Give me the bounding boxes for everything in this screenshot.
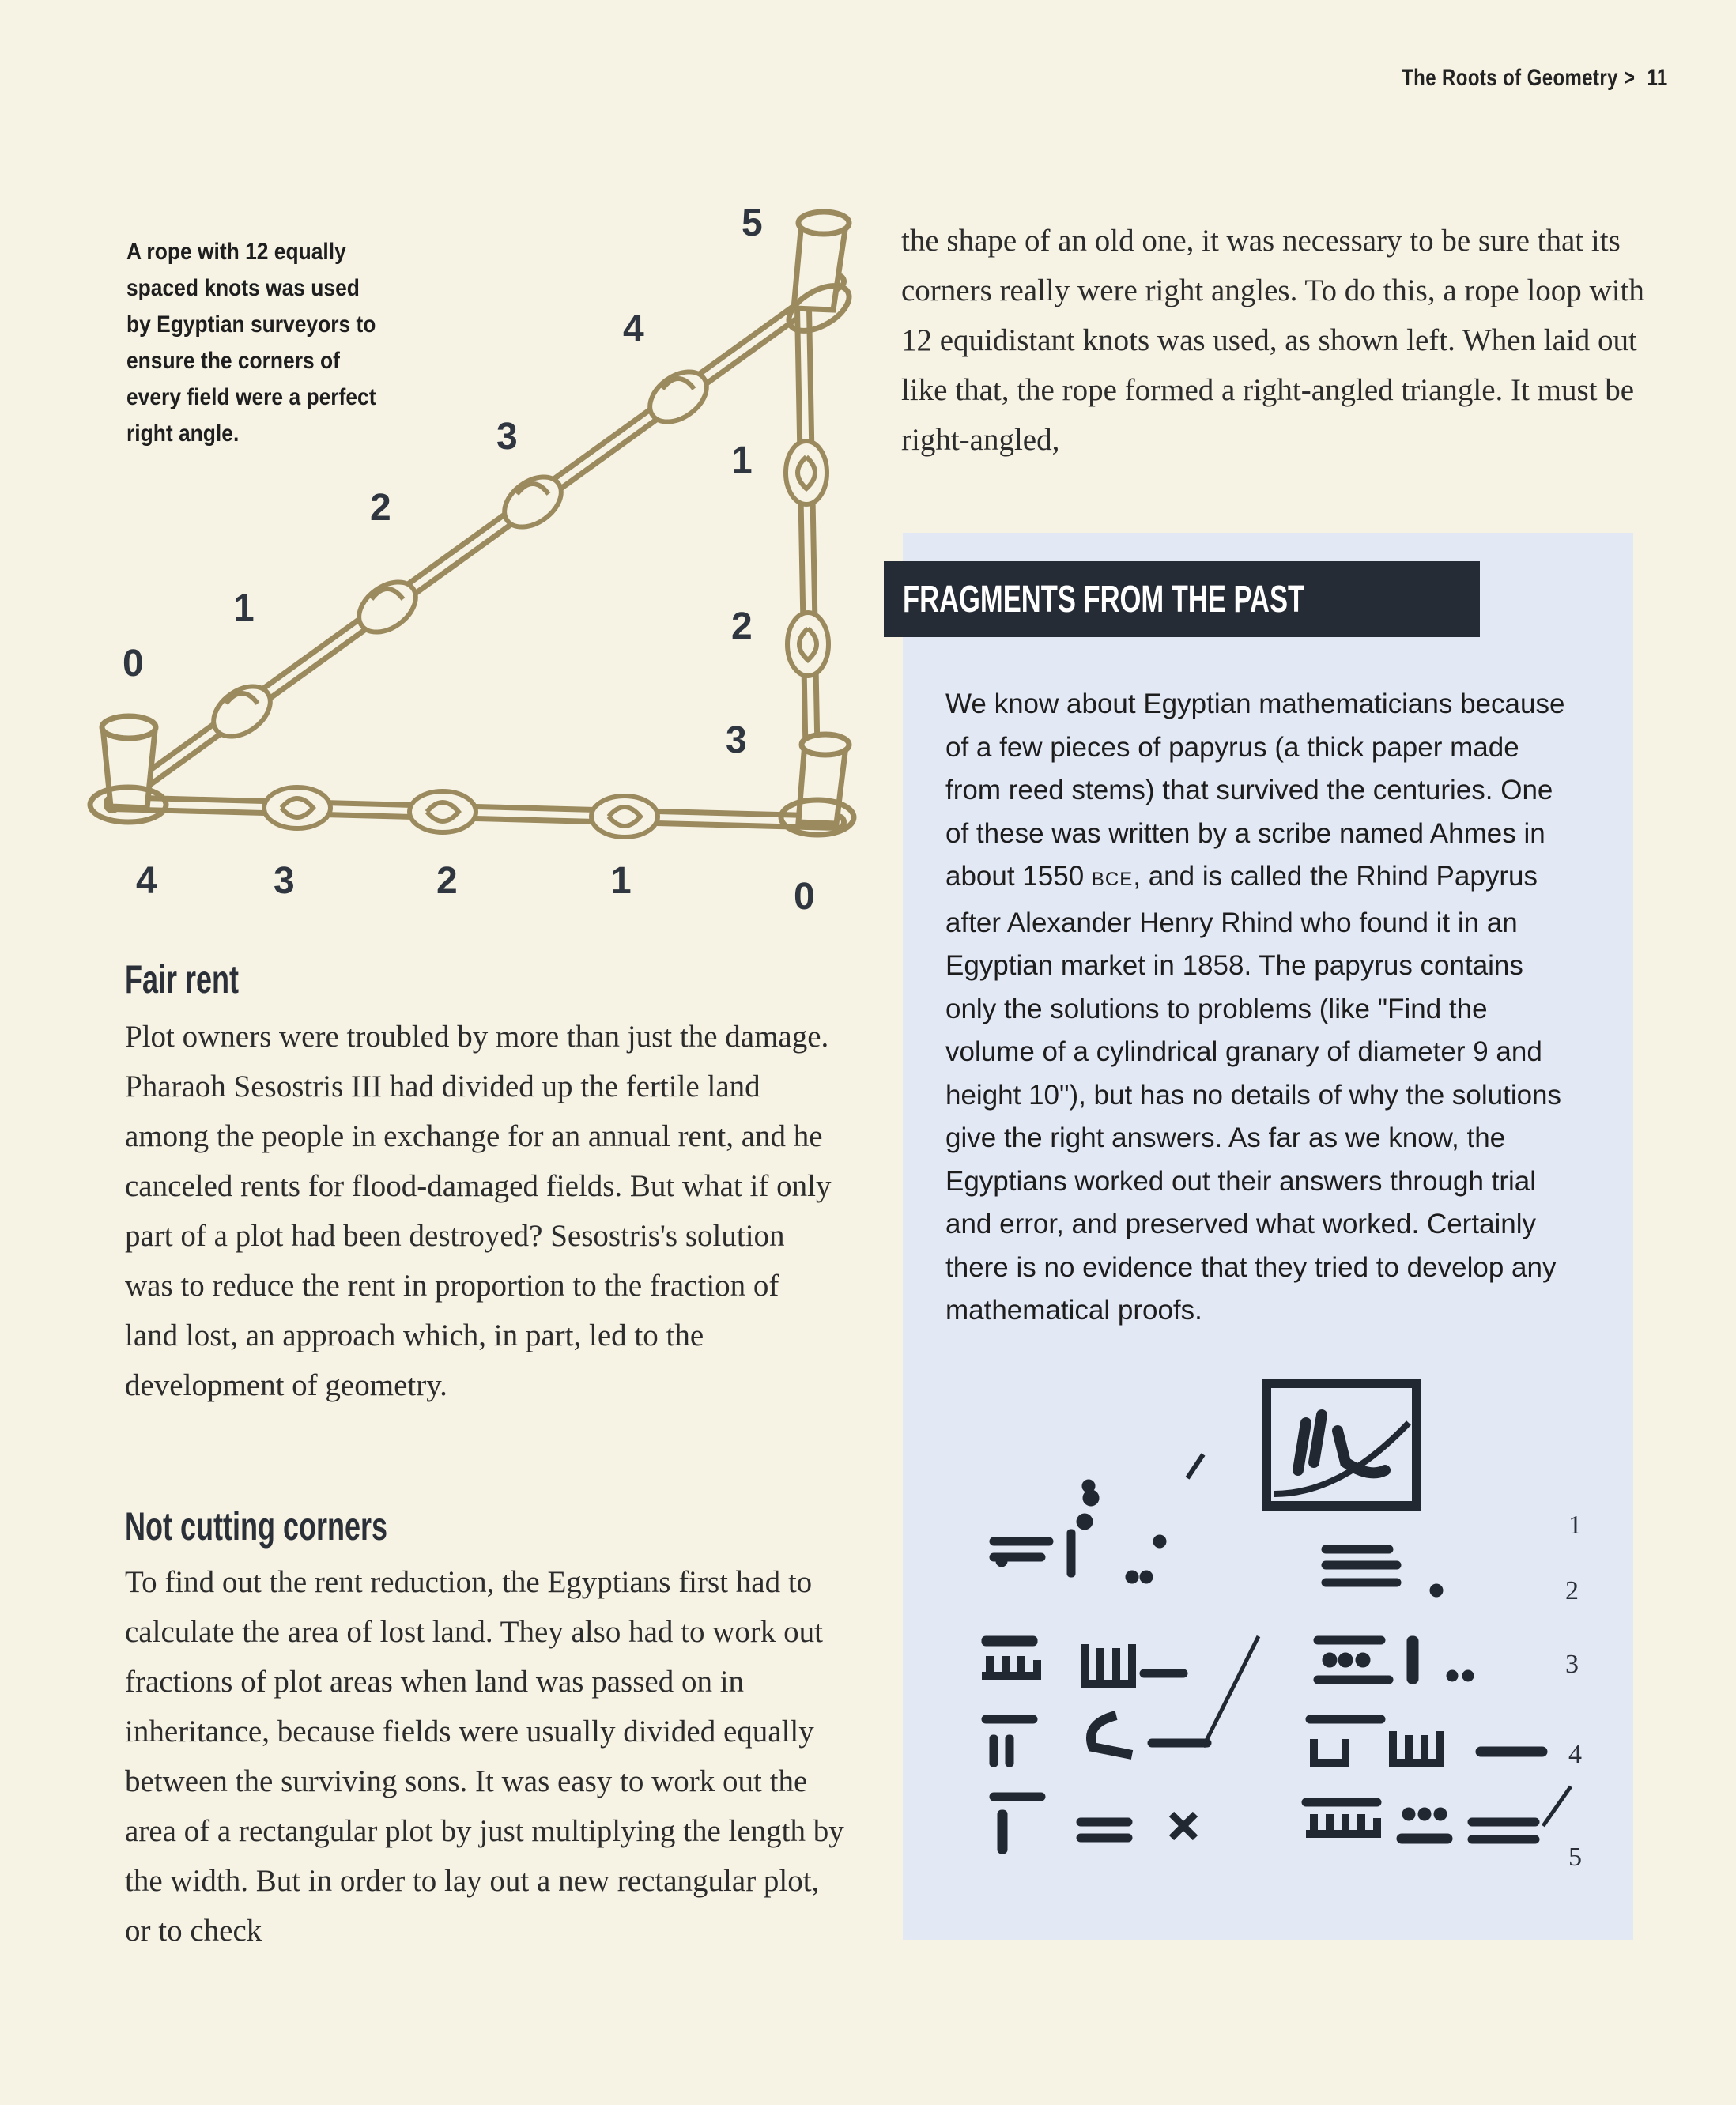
papyrus-numeral-5: 5 (1568, 1843, 1582, 1872)
label-base-4: 4 (136, 860, 157, 902)
figure-caption: A rope with 12 equally spaced knots was used by Egyptian surveyors to ensure the corners of every field were a perfect right angle. (126, 239, 376, 447)
rhind-papyrus-illustration (974, 1375, 1622, 1897)
continuation-body: the shape of an old one, it was necessary to be sure that its corners really were right angles. To do this, a rope loop with 12 equidistant knots was used, as shown left. When laid out like that, the rope formed a right-angled triangle. It must be right-angled, (901, 224, 1644, 457)
label-hyp-1: 1 (233, 587, 255, 629)
papyrus-numeral-3: 3 (1565, 1650, 1579, 1679)
label-hyp-4: 4 (623, 308, 644, 350)
label-base-1: 1 (610, 860, 632, 902)
label-vert-1: 1 (731, 439, 753, 481)
label-hyp-2: 2 (370, 487, 391, 529)
sidebar-title-text: FRAGMENTS FROM THE PAST (903, 578, 1305, 621)
fair-rent-heading: Fair rent (125, 957, 240, 1002)
running-head-title: The Roots of Geometry > (1402, 65, 1636, 91)
label-vert-2: 2 (731, 605, 753, 647)
label-base-2: 2 (436, 860, 458, 902)
papyrus-numerals (1565, 1511, 1582, 1872)
label-base-0: 0 (794, 876, 815, 918)
hieroglyphs (982, 1383, 1571, 1854)
sidebar-text (945, 683, 1570, 1333)
fair-rent-body: Plot owners were troubled by more than just the damage. Pharaoh Sesostris III had divided up the fertile land among the people in exchange for an annual rent, and he canceled rents for flood-damaged fields. But what if only part of a plot had been destroyed? Sesostris's solution was to reduce the rent in proportion to the fraction of land lost, an approach which, in part, led to the development of geometry. (125, 1020, 832, 1402)
rope-triangle-diagram (79, 190, 870, 949)
papyrus-numeral-1: 1 (1568, 1511, 1582, 1540)
sidebar-title (884, 561, 1480, 637)
label-base-3: 3 (274, 860, 295, 902)
page-number: 11 (1647, 65, 1668, 91)
not-cutting-corners-body: To find out the rent reduction, the Egyptians first had to calculate the area of lost land. They also had to work out fractions of plot areas when land was passed on in inheritance, because fields were usually divided equally between the surviving sons. It was easy to work out the area of a rectangular plot by just multiplying the length by the width. But in order to lay out a new rectangular plot, or to check (125, 1565, 844, 1948)
label-hyp-3: 3 (496, 416, 518, 458)
label-hyp-5: 5 (742, 202, 763, 244)
papyrus-numeral-4: 4 (1568, 1740, 1582, 1769)
sidebar-text-part2: , and is called the Rhind Papyrus after Alexander Henry Rhind who found it in an Egyptian market in 1858. The papyrus contains only the solutions to problems (like "Find the volume of a cylindrical granary of diameter 9 and height 10"), but has no details of why the solutions give the right answers. As far as we know, the Egyptians worked out their answers through trial and error, and preserved what worked. Certainly there is no evidence that they tried to develop any mathematical proofs. (945, 861, 1562, 1326)
label-hyp-0: 0 (123, 643, 144, 685)
sidebar-era: BCE (1091, 869, 1134, 890)
running-head (1402, 65, 1669, 92)
label-vert-3: 3 (726, 719, 747, 761)
base-knots (264, 787, 658, 837)
papyrus-numeral-2: 2 (1565, 1576, 1579, 1605)
not-cutting-corners-heading: Not cutting corners (125, 1504, 388, 1549)
sidebar-text-part1: We know about Egyptian mathematicians because of a few pieces of papyrus (a thick paper made from reed stems) that survived the centuries. One of these was written by a scribe named Ahmes in about 1550 (945, 688, 1565, 892)
